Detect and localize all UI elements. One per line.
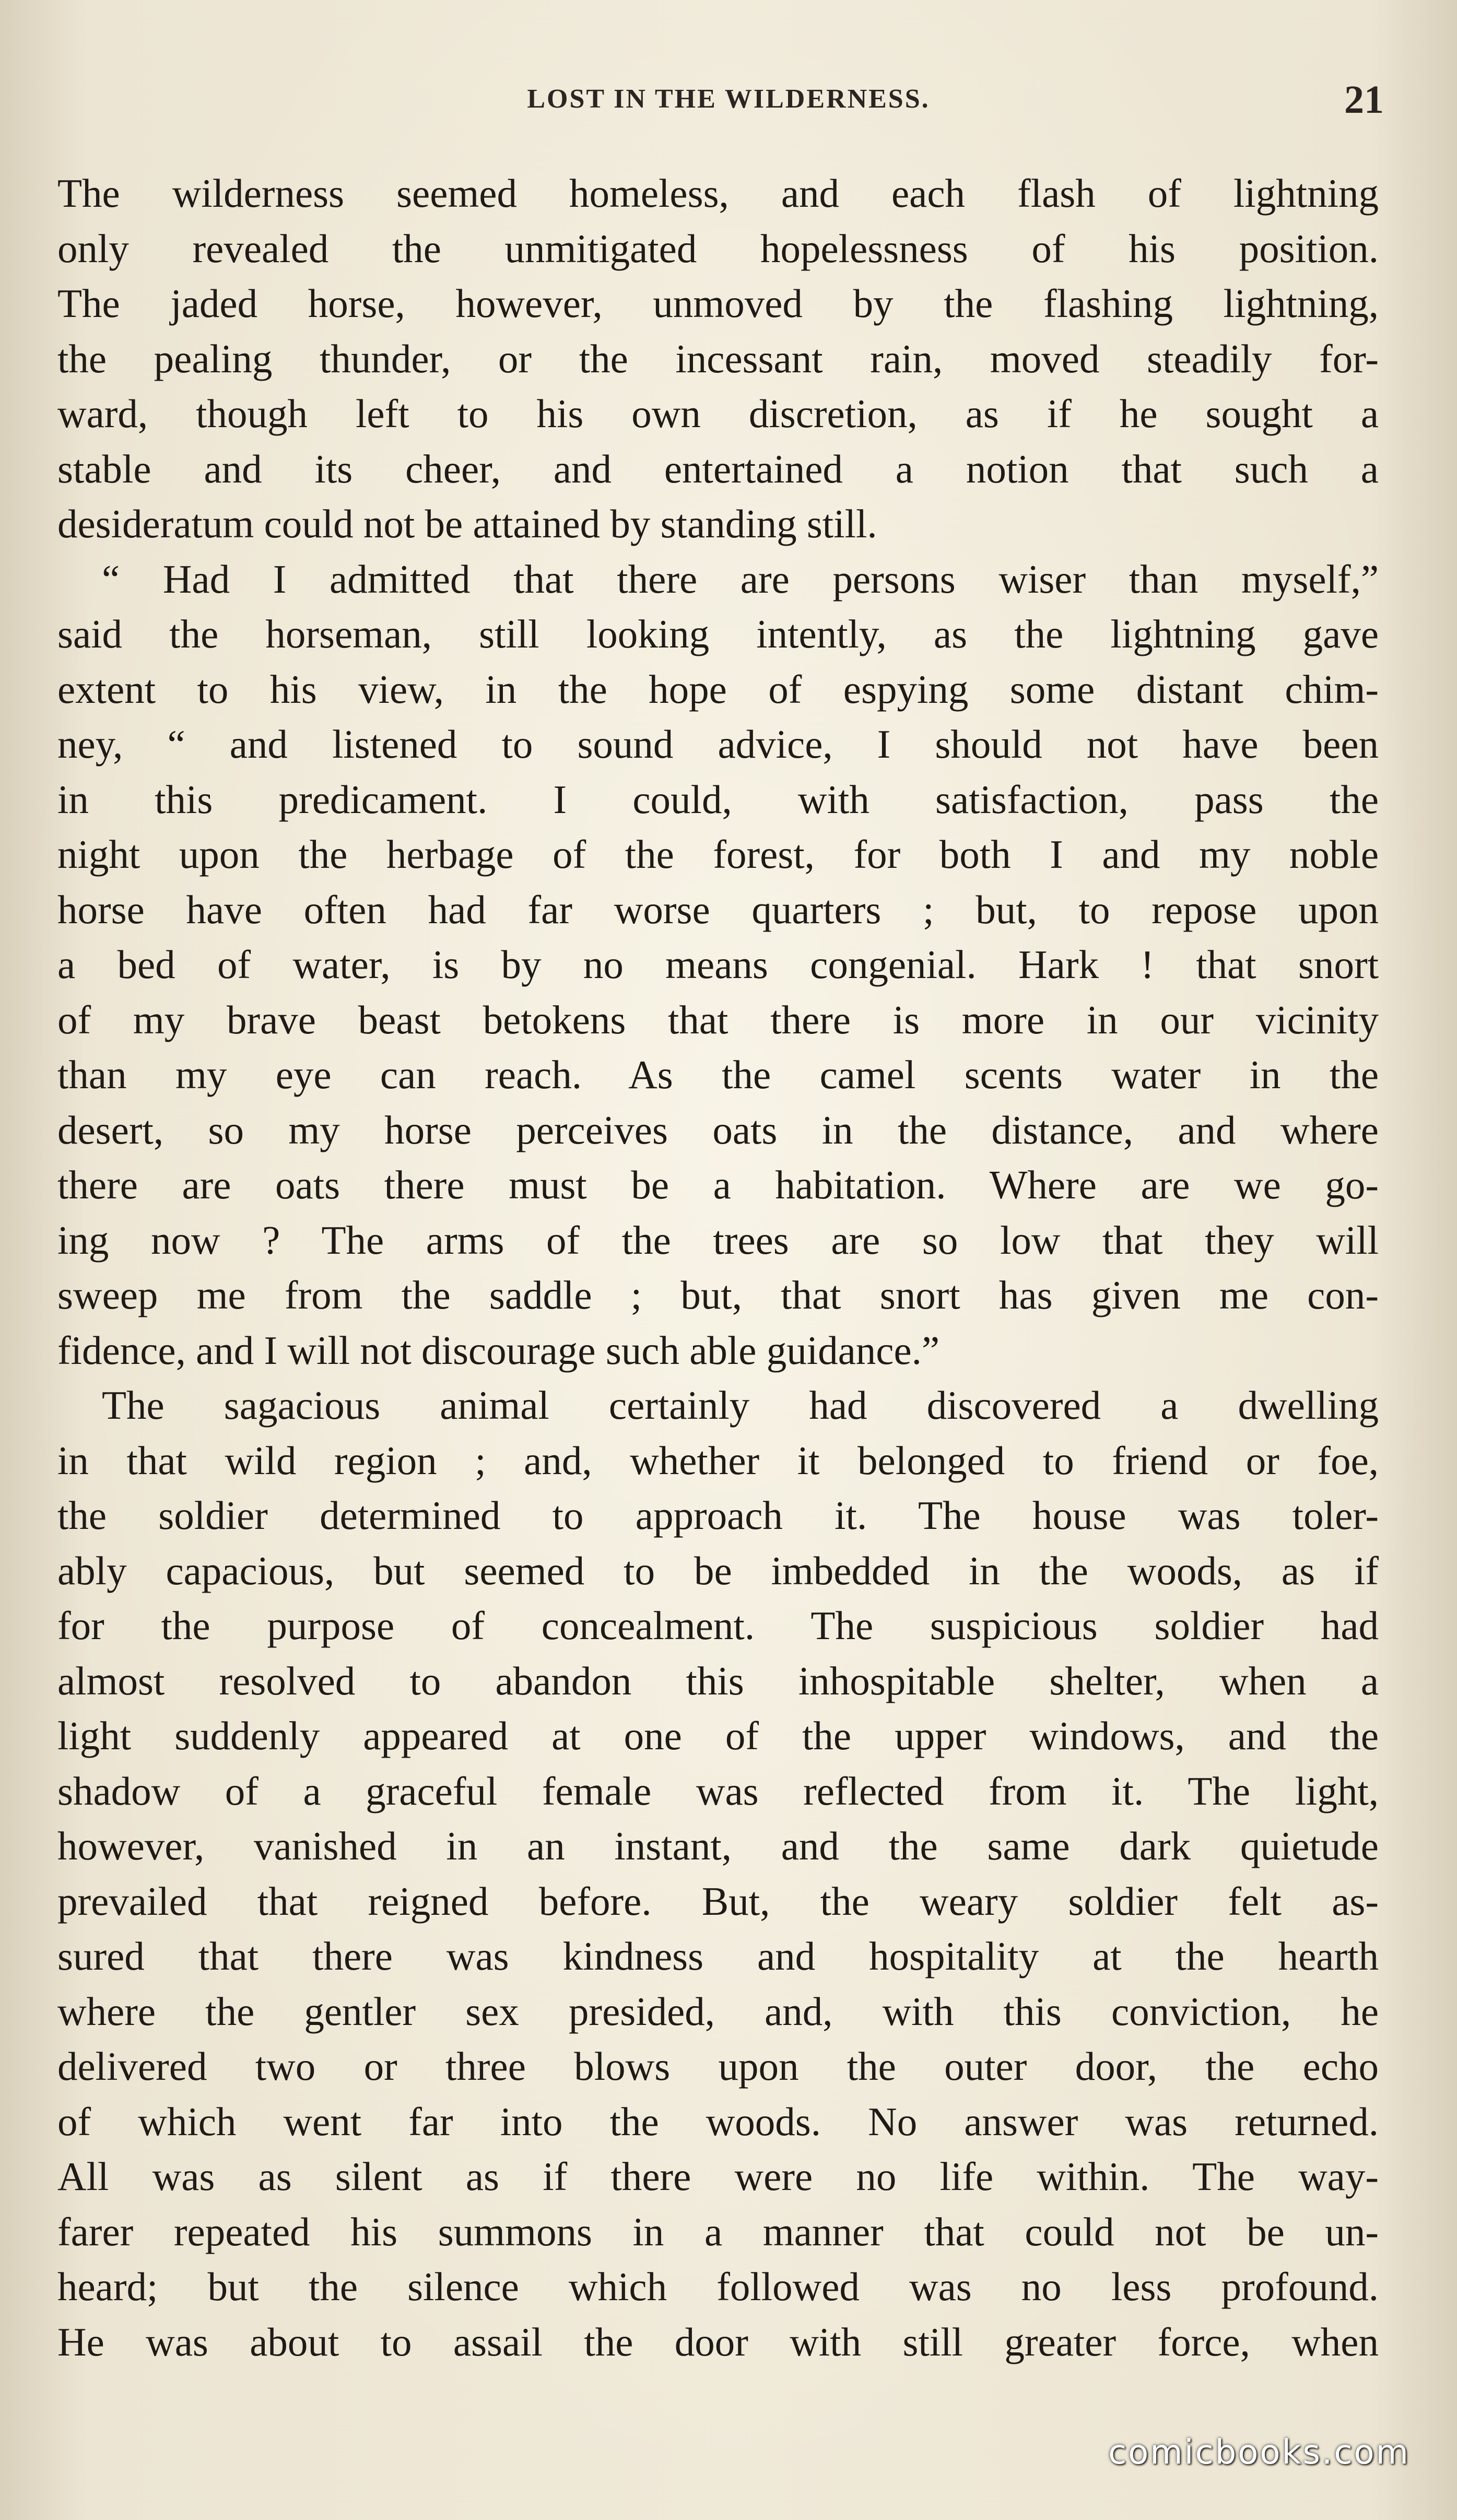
text-line: of which went far into the woods. No answer was returned. <box>57 2099 1379 2144</box>
text-line: stable and its cheer, and entertained a notion that such a <box>57 446 1379 491</box>
text-line: farer repeated his summons in a manner that could not be un- <box>57 2209 1379 2254</box>
text-line: desert, so my horse perceives oats in the distance, and where <box>57 1107 1379 1152</box>
text-line: ing now ? The arms of the trees are so low that they will <box>57 1217 1379 1263</box>
text-line: light suddenly appeared at one of the upper windows, and the <box>57 1713 1379 1758</box>
body-text <box>57 166 1379 2370</box>
text-line: sured that there was kindness and hospitality at the hearth <box>57 1934 1379 1979</box>
text-line: The sagacious animal certainly had discovered a dwelling <box>102 1383 1379 1428</box>
text-line: night upon the herbage of the forest, for both I and my noble <box>57 832 1379 877</box>
text-line: in that wild region ; and, whether it belonged to friend or foe, <box>57 1438 1379 1483</box>
text-line: in this predicament. I could, with satisfaction, pass the <box>57 776 1379 822</box>
page-header <box>57 78 1400 136</box>
text-line: extent to his view, in the hope of espying some distant chim- <box>57 666 1379 712</box>
text-line: The jaded horse, however, unmoved by the flashing lightning, <box>57 281 1379 326</box>
text-line: ably capacious, but seemed to be imbedded in the woods, as if <box>57 1548 1379 1593</box>
text-line: fidence, and I will not discourage such able guidance.” <box>57 1327 940 1373</box>
text-line: a bed of water, is by no means congenial. Hark ! that snort <box>57 942 1379 987</box>
text-line: horse have often had far worse quarters ; but, to repose upon <box>57 887 1379 932</box>
text-line: ney, “ and listened to sound advice, I should not have been <box>57 722 1379 767</box>
text-line: prevailed that reigned before. But, the weary soldier felt as- <box>57 1878 1379 1924</box>
text-line: He was about to assail the door with still greater force, when <box>57 2319 1379 2364</box>
text-line: however, vanished in an instant, and the same dark quietude <box>57 1823 1379 1868</box>
text-line: “ Had I admitted that there are persons wiser than myself,” <box>102 556 1379 602</box>
text-line: the pealing thunder, or the incessant rain, moved steadily for- <box>57 336 1379 381</box>
text-line: ward, though left to his own discretion, as if he sought a <box>57 391 1379 436</box>
text-line: The wilderness seemed homeless, and each flash of lightning <box>57 171 1379 216</box>
text-line: where the gentler sex presided, and, with this conviction, he <box>57 1988 1379 2034</box>
text-line: of my brave beast betokens that there is more in our vicinity <box>57 997 1379 1042</box>
watermark: comicbooks.com <box>1108 2433 1410 2472</box>
text-line: shadow of a graceful female was reflected from it. The light, <box>57 1768 1379 1814</box>
text-line: than my eye can reach. As the camel scents water in the <box>57 1052 1379 1097</box>
text-line: only revealed the unmitigated hopelessness of his position. <box>57 226 1379 271</box>
running-head: LOST IN THE WILDERNESS. <box>527 84 930 114</box>
text-line: almost resolved to abandon this inhospitable shelter, when a <box>57 1658 1379 1703</box>
text-line: delivered two or three blows upon the outer door, the echo <box>57 2044 1379 2089</box>
text-line: the soldier determined to approach it. The house was toler- <box>57 1493 1379 1538</box>
page-number: 21 <box>1344 78 1384 122</box>
text-line: said the horseman, still looking intently, as the lightning gave <box>57 611 1379 656</box>
text-line: there are oats there must be a habitation. Where are we go- <box>57 1162 1379 1207</box>
text-line: heard; but the silence which followed was no less profound. <box>57 2264 1379 2309</box>
text-line: for the purpose of concealment. The suspicious soldier had <box>57 1603 1379 1648</box>
text-line: desideratum could not be attained by standing still. <box>57 501 877 546</box>
text-line: sweep me from the saddle ; but, that snort has given me con- <box>57 1273 1379 1317</box>
text-line: All was as silent as if there were no life within. The way- <box>57 2154 1379 2199</box>
